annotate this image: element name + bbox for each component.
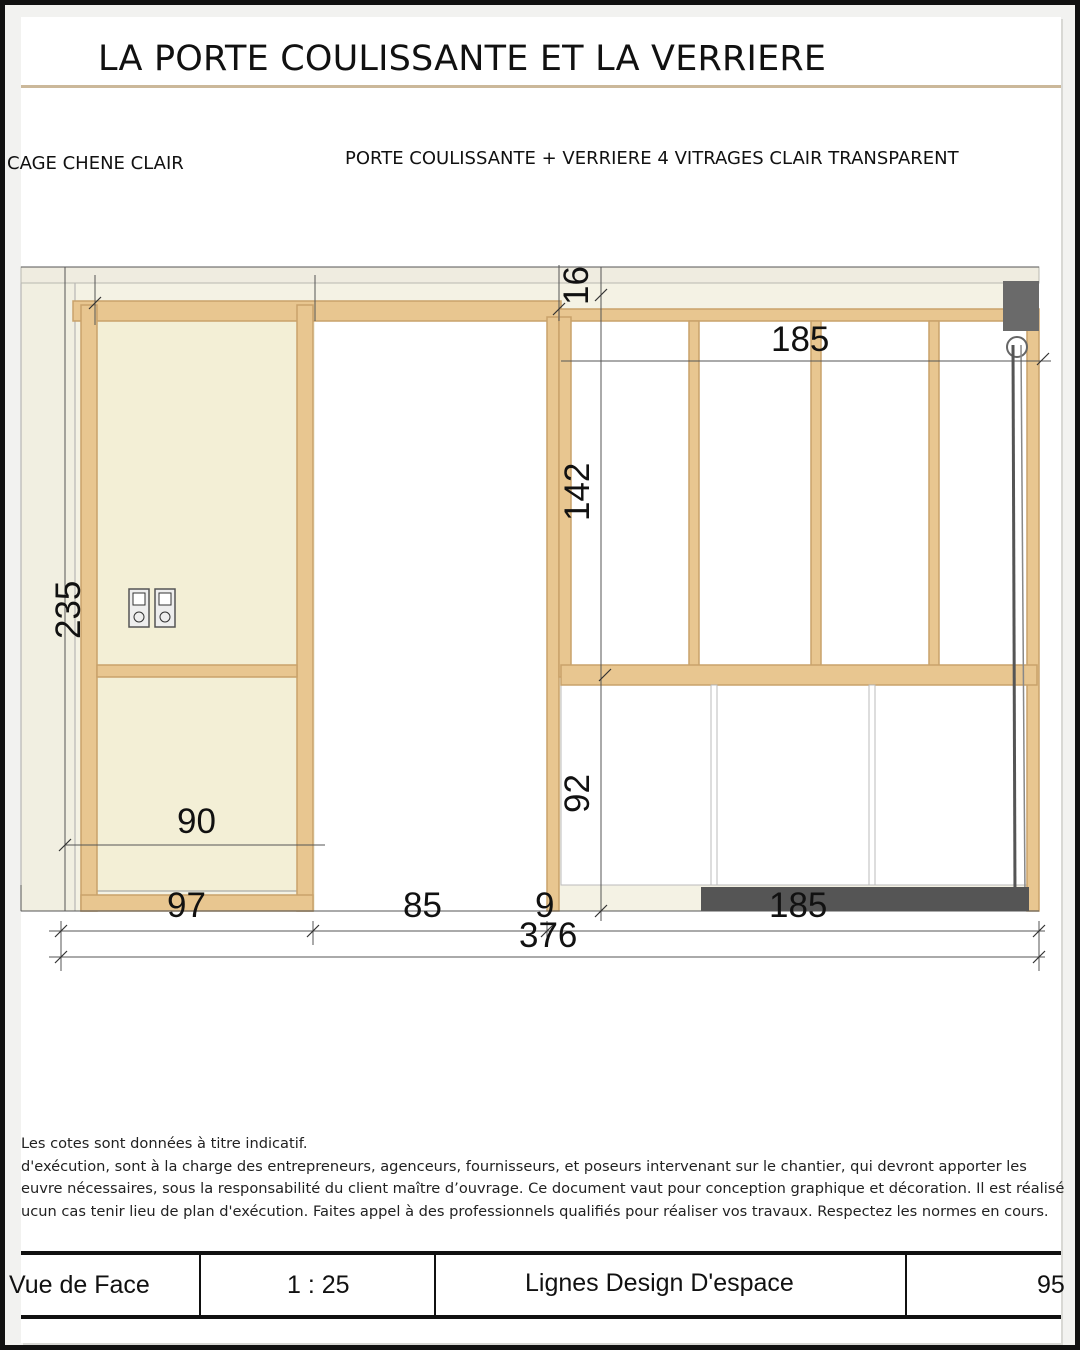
subtitle-right: PORTE COULISSANTE + VERRIERE 4 VITRAGES CLAIR TRANSPARENT xyxy=(345,148,959,169)
note-line: Les cotes sont données à titre indicatif. xyxy=(21,1135,308,1152)
dim-185-top: 185 xyxy=(771,320,830,359)
cabinet-lower-panel xyxy=(97,677,297,891)
door-opening xyxy=(315,321,547,911)
dim-142: 142 xyxy=(558,462,597,521)
cabinet-upper-panel xyxy=(97,321,297,669)
dim-85: 85 xyxy=(403,886,442,925)
note-line: d'exécution, sont à la charge des entrepreneurs, agenceurs, fournisseurs, et poseurs intervenant sur le chantier, qui devront apporter les xyxy=(21,1157,1027,1175)
ceiling-band xyxy=(21,267,1039,283)
page-number: 95 xyxy=(1037,1271,1065,1299)
title-block-divider xyxy=(905,1255,907,1315)
title-block-divider xyxy=(434,1255,436,1315)
glazing-lower xyxy=(561,685,1031,885)
sliding-rod xyxy=(1013,345,1015,897)
rail-box xyxy=(1003,281,1039,331)
drawing-scale: 1 : 25 xyxy=(287,1271,350,1299)
dim-185-bottom: 185 xyxy=(769,886,828,925)
dim-90: 90 xyxy=(177,802,216,841)
company-name: Lignes Design D'espace xyxy=(525,1269,794,1297)
note-line: euvre nécessaires, sous la responsabilité du client maître d’ouvrage. Ce document vaut pour conception graphique et décoration. Il est réalisé xyxy=(21,1180,1065,1198)
view-name: Vue de Face xyxy=(9,1271,150,1299)
title-block-bottom-rule xyxy=(21,1315,1061,1319)
glazing-upper xyxy=(571,321,1029,667)
disclaimer-notes xyxy=(21,1133,1065,1223)
subtitle-left: CAGE CHENE CLAIR xyxy=(7,153,184,174)
dim-235: 235 xyxy=(49,580,88,639)
dim-97: 97 xyxy=(167,886,206,925)
dim-9: 9 xyxy=(535,886,555,925)
title-block-divider xyxy=(199,1255,201,1315)
drawing-sheet xyxy=(7,17,1065,1343)
dim-92: 92 xyxy=(558,774,597,813)
note-line: ucun cas tenir lieu de plan d'exécution. Faites appel à des professionnels qualifiés pour réaliser vos travaux. Respectez les normes en cours. xyxy=(21,1202,1049,1220)
dim-376: 376 xyxy=(519,916,578,955)
page-title: LA PORTE COULISSANTE ET LA VERRIERE xyxy=(98,39,827,79)
dim-16: 16 xyxy=(557,266,596,305)
floor-rail xyxy=(701,887,1029,911)
